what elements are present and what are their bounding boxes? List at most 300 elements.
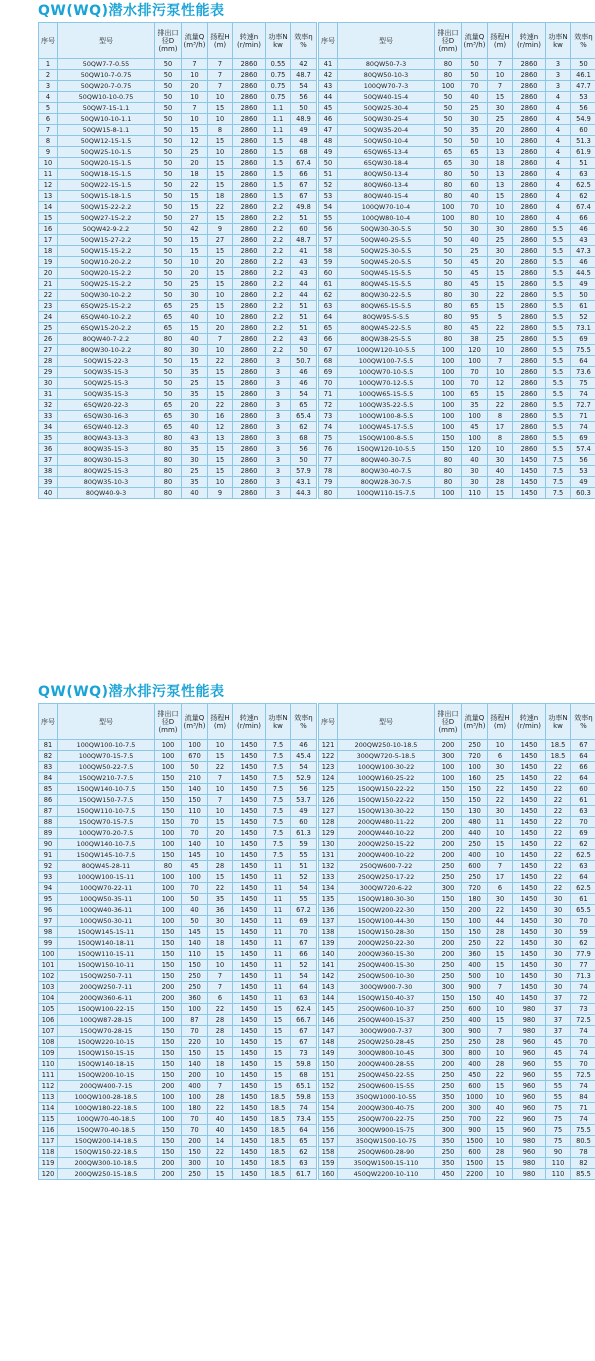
table-cell: 74 — [571, 389, 595, 400]
table-row — [39, 323, 317, 334]
table-cell: 62.5 — [571, 883, 595, 894]
table-cell: 140 — [319, 949, 338, 960]
table-cell: 7.5 — [266, 784, 291, 795]
model-cell: 50QW30-25-4 — [338, 114, 435, 125]
table-cell: 2860 — [233, 378, 266, 389]
table-cell: 35 — [39, 433, 58, 444]
table-cell: 250 — [435, 1037, 462, 1048]
table-cell: 46 — [571, 224, 595, 235]
table-cell: 100 — [462, 916, 488, 927]
table-row — [39, 960, 317, 971]
table-cell: 1450 — [233, 1048, 266, 1059]
table-cell: 140 — [182, 1059, 208, 1070]
table-cell: 61.9 — [571, 147, 595, 158]
table-cell: 142 — [319, 971, 338, 982]
table-cell: 40 — [488, 1103, 513, 1114]
table-cell: 180 — [462, 894, 488, 905]
table-cell: 0.75 — [266, 81, 291, 92]
model-cell: 100QW100-8-5.5 — [338, 411, 435, 422]
table-cell: 25 — [39, 323, 58, 334]
model-cell: 150QW150-22-22 — [338, 795, 435, 806]
table-cell: 22 — [546, 828, 571, 839]
table-cell: 2860 — [233, 466, 266, 477]
table-cell: 100 — [435, 378, 462, 389]
table-cell: 7.5 — [266, 839, 291, 850]
table-cell: 30 — [546, 971, 571, 982]
model-cell: 350QW1000-10-55 — [338, 1092, 435, 1103]
table-cell: 50 — [155, 202, 182, 213]
table-cell: 61 — [571, 894, 595, 905]
table-cell: 45 — [546, 1037, 571, 1048]
table-cell: 5.5 — [546, 235, 571, 246]
table-cell: 22 — [546, 773, 571, 784]
table-cell: 2.2 — [266, 235, 291, 246]
table-cell: 10 — [208, 960, 233, 971]
table-cell: 65 — [291, 400, 317, 411]
table-row — [319, 400, 595, 411]
model-cell: 100QW70-12-5.5 — [338, 378, 435, 389]
table-cell: 53 — [319, 191, 338, 202]
table-cell: 22 — [546, 806, 571, 817]
table-cell: 200 — [182, 1136, 208, 1147]
table-cell: 100 — [182, 740, 208, 751]
table-cell: 150 — [155, 773, 182, 784]
table-cell: 4 — [39, 92, 58, 103]
table-cell: 50 — [462, 59, 488, 70]
table-cell: 150 — [155, 971, 182, 982]
table-cell: 100 — [155, 1092, 182, 1103]
table-cell: 2860 — [513, 301, 546, 312]
table-cell: 2860 — [233, 477, 266, 488]
model-cell: 50QW15-27-2.2 — [58, 235, 155, 246]
table-cell: 1450 — [513, 773, 546, 784]
table-row — [39, 1037, 317, 1048]
table-cell: 15 — [182, 235, 208, 246]
model-cell: 50QW7-15-1.1 — [58, 103, 155, 114]
table-cell: 2860 — [513, 70, 546, 81]
table-cell: 100 — [462, 411, 488, 422]
model-cell: 300QW720-5-18.5 — [338, 751, 435, 762]
table-cell: 15 — [488, 1158, 513, 1169]
table-cell: 65 — [155, 312, 182, 323]
table-cell: 2860 — [513, 356, 546, 367]
column-header: 功率N kw — [266, 23, 291, 59]
table-cell: 1450 — [233, 1059, 266, 1070]
model-cell: 65QW65-13-4 — [338, 147, 435, 158]
table-cell: 1450 — [233, 1169, 266, 1180]
section-1 — [0, 0, 595, 680]
table-cell: 3 — [546, 81, 571, 92]
table-row — [319, 455, 595, 466]
table-row — [319, 960, 595, 971]
table-cell: 200 — [435, 1103, 462, 1114]
model-cell: 100QW50-22-7.5 — [58, 762, 155, 773]
table-cell: 2860 — [233, 433, 266, 444]
table-cell: 2860 — [233, 213, 266, 224]
table-cell: 50 — [462, 169, 488, 180]
table-row — [39, 400, 317, 411]
table-cell: 91 — [39, 850, 58, 861]
table-cell: 15 — [208, 949, 233, 960]
table-cell: 7 — [208, 1081, 233, 1092]
table-cell: 900 — [462, 982, 488, 993]
table-cell: 80 — [462, 213, 488, 224]
model-cell: 100QW65-15-5.5 — [338, 389, 435, 400]
column-header: 排出口径D (mm) — [435, 23, 462, 59]
table-cell: 150 — [155, 927, 182, 938]
table-cell: 150 — [155, 1147, 182, 1158]
table-row — [319, 433, 595, 444]
table-cell: 100 — [435, 345, 462, 356]
model-cell: 65QW25-15-2.2 — [58, 301, 155, 312]
table-cell: 7 — [39, 125, 58, 136]
table-cell: 77.9 — [571, 949, 595, 960]
table-cell: 50 — [435, 268, 462, 279]
table-cell: 80 — [435, 334, 462, 345]
table-cell: 65 — [462, 389, 488, 400]
table-cell: 10 — [208, 1158, 233, 1169]
table-cell: 10 — [488, 971, 513, 982]
table-cell: 15 — [488, 92, 513, 103]
table-cell: 15 — [208, 817, 233, 828]
table-cell: 98 — [39, 927, 58, 938]
table-cell: 2860 — [233, 202, 266, 213]
model-cell: 80QW50-7-3 — [338, 59, 435, 70]
model-cell: 80QW28-30-7.5 — [338, 477, 435, 488]
table-cell: 22 — [488, 1070, 513, 1081]
table-cell: 55 — [546, 1059, 571, 1070]
table-cell: 980 — [513, 1169, 546, 1180]
table-row — [39, 1081, 317, 1092]
table-cell: 73.4 — [291, 1114, 317, 1125]
model-cell: 100QW160-25-22 — [338, 773, 435, 784]
table-cell: 10 — [208, 147, 233, 158]
table-cell: 18.5 — [546, 740, 571, 751]
model-cell: 150QW140-18-11 — [58, 938, 155, 949]
table-cell: 21 — [39, 279, 58, 290]
table-cell: 2.2 — [266, 257, 291, 268]
table-cell: 2860 — [233, 301, 266, 312]
table-row — [39, 916, 317, 927]
table-cell: 6 — [208, 993, 233, 1004]
table-cell: 28 — [39, 356, 58, 367]
table-cell: 7.5 — [266, 751, 291, 762]
table-row — [319, 1125, 595, 1136]
model-cell: 50QW15-8-1.1 — [58, 125, 155, 136]
table-row — [39, 59, 317, 70]
table-row — [39, 993, 317, 1004]
table-cell: 65 — [291, 1136, 317, 1147]
section-2 — [0, 681, 595, 1361]
table-cell: 47.3 — [571, 246, 595, 257]
table-cell: 151 — [319, 1070, 338, 1081]
table-cell: 600 — [462, 861, 488, 872]
table-cell: 2.2 — [266, 202, 291, 213]
table-cell: 153 — [319, 1092, 338, 1103]
model-cell: 100QW70-15-7.5 — [58, 751, 155, 762]
table-cell: 15 — [182, 356, 208, 367]
table-cell: 1450 — [513, 894, 546, 905]
table-cell: 44 — [291, 290, 317, 301]
table-cell: 150 — [155, 1026, 182, 1037]
table-row — [319, 927, 595, 938]
model-cell: 150QW100-44-30 — [338, 916, 435, 927]
table-cell: 250 — [462, 1037, 488, 1048]
table-cell: 7 — [182, 59, 208, 70]
table-cell: 1 — [39, 59, 58, 70]
table-cell: 15 — [208, 158, 233, 169]
table-cell: 134 — [319, 883, 338, 894]
model-cell: 50QW27-15-2.2 — [58, 213, 155, 224]
table-cell: 65 — [435, 147, 462, 158]
table-row — [319, 169, 595, 180]
column-header: 序号 — [319, 23, 338, 59]
table-cell: 300 — [435, 982, 462, 993]
table-cell: 2860 — [233, 345, 266, 356]
table-cell: 138 — [319, 927, 338, 938]
model-cell: 100QW70-10-5.5 — [338, 367, 435, 378]
table-cell: 100 — [155, 894, 182, 905]
table-cell: 48.9 — [291, 114, 317, 125]
table-cell: 43.1 — [291, 477, 317, 488]
model-cell: 50QW10-10-0.75 — [58, 92, 155, 103]
table-cell: 50 — [435, 103, 462, 114]
table-row — [39, 356, 317, 367]
table-row — [319, 1070, 595, 1081]
table-row — [39, 938, 317, 949]
model-cell: 250QW450-22-55 — [338, 1070, 435, 1081]
table-cell: 15 — [182, 191, 208, 202]
table-cell: 22 — [546, 817, 571, 828]
table-cell: 7.5 — [266, 762, 291, 773]
model-cell: 50QW20-15-1.5 — [58, 158, 155, 169]
table-cell: 15 — [488, 279, 513, 290]
table-cell: 11 — [266, 872, 291, 883]
table-row — [39, 169, 317, 180]
model-cell: 250QW400-15-30 — [338, 960, 435, 971]
table-cell: 107 — [39, 1026, 58, 1037]
table-cell: 154 — [319, 1103, 338, 1114]
table-cell: 10 — [488, 136, 513, 147]
model-cell: 80QW60-13-4 — [338, 180, 435, 191]
table-cell: 10 — [182, 70, 208, 81]
model-cell: 80QW35-10-3 — [58, 477, 155, 488]
table-cell: 4 — [546, 213, 571, 224]
model-cell: 80QW30-15-3 — [58, 455, 155, 466]
table-cell: 80 — [435, 455, 462, 466]
table-cell: 1450 — [233, 1158, 266, 1169]
table-cell: 720 — [462, 751, 488, 762]
table-cell: 18.5 — [266, 1136, 291, 1147]
table-row — [39, 367, 317, 378]
table-cell: 980 — [513, 1004, 546, 1015]
table-cell: 250 — [462, 740, 488, 751]
table-cell: 74 — [571, 422, 595, 433]
table-cell: 25 — [462, 103, 488, 114]
table-cell: 40 — [462, 191, 488, 202]
model-cell: 50QW12-15-1.5 — [58, 136, 155, 147]
table-cell: 67 — [571, 740, 595, 751]
table-cell: 1450 — [233, 784, 266, 795]
column-header: 效率η % — [571, 23, 595, 59]
table-cell: 100 — [155, 839, 182, 850]
table-cell: 15 — [266, 1026, 291, 1037]
table-cell: 78 — [571, 1147, 595, 1158]
table-cell: 250 — [435, 872, 462, 883]
table-cell: 100 — [155, 872, 182, 883]
table-cell: 67 — [319, 345, 338, 356]
table-row — [319, 92, 595, 103]
table-cell: 1450 — [233, 806, 266, 817]
table-cell: 300 — [435, 1048, 462, 1059]
table-cell: 2860 — [233, 389, 266, 400]
table-cell: 56 — [291, 92, 317, 103]
model-cell: 150QW150-40-37 — [338, 993, 435, 1004]
table-cell: 31 — [39, 389, 58, 400]
table-cell: 350 — [435, 1092, 462, 1103]
table-cell: 18 — [208, 1059, 233, 1070]
table-cell: 30 — [546, 916, 571, 927]
table-cell: 250 — [182, 982, 208, 993]
table-cell: 10 — [488, 202, 513, 213]
table-cell: 78 — [319, 466, 338, 477]
table-cell: 22 — [39, 290, 58, 301]
table-cell: 2860 — [233, 125, 266, 136]
table-cell: 20 — [488, 257, 513, 268]
table-cell: 65 — [155, 301, 182, 312]
table-cell: 450 — [462, 1070, 488, 1081]
table-row — [39, 411, 317, 422]
table-cell: 22 — [546, 883, 571, 894]
table-cell: 113 — [39, 1092, 58, 1103]
table-cell: 69 — [571, 334, 595, 345]
table-cell: 28 — [488, 1037, 513, 1048]
table-row — [319, 883, 595, 894]
table-cell: 150 — [435, 433, 462, 444]
table-cell: 44 — [291, 279, 317, 290]
table-cell: 74 — [571, 1114, 595, 1125]
table-cell: 10 — [208, 740, 233, 751]
table-row — [319, 378, 595, 389]
table-row — [319, 839, 595, 850]
table-cell: 63 — [571, 169, 595, 180]
model-cell: 300QW900-15-75 — [338, 1125, 435, 1136]
table-cell: 36 — [208, 905, 233, 916]
table-cell: 5.5 — [546, 389, 571, 400]
table-cell: 64 — [571, 872, 595, 883]
table-cell: 15 — [488, 960, 513, 971]
table-cell: 110 — [39, 1059, 58, 1070]
model-cell: 150QW145-10-7.5 — [58, 850, 155, 861]
table-row — [319, 971, 595, 982]
table-cell: 65 — [155, 422, 182, 433]
table-cell: 10 — [208, 1070, 233, 1081]
table-cell: 900 — [462, 1125, 488, 1136]
table-cell: 250 — [435, 1114, 462, 1125]
table-cell: 2860 — [513, 158, 546, 169]
table-cell: 2.2 — [266, 323, 291, 334]
table-cell: 7.5 — [266, 806, 291, 817]
table-cell: 56 — [571, 103, 595, 114]
table-cell: 28 — [208, 1092, 233, 1103]
table-cell: 100 — [39, 949, 58, 960]
table-header-row — [39, 704, 317, 740]
table-cell: 15 — [266, 1015, 291, 1026]
table-cell: 73 — [291, 1048, 317, 1059]
table-cell: 75.5 — [571, 1125, 595, 1136]
table-cell: 15 — [488, 488, 513, 499]
table-cell: 2860 — [513, 59, 546, 70]
table-cell: 117 — [39, 1136, 58, 1147]
table-cell: 7 — [488, 59, 513, 70]
table-cell: 7 — [488, 982, 513, 993]
table-cell: 55 — [291, 894, 317, 905]
model-cell: 150QW70-28-15 — [58, 1026, 155, 1037]
table-cell: 15 — [266, 1070, 291, 1081]
table-cell: 43 — [291, 268, 317, 279]
table-cell: 2.2 — [266, 224, 291, 235]
table-cell: 2860 — [513, 279, 546, 290]
table-cell: 2860 — [233, 136, 266, 147]
table-row — [39, 905, 317, 916]
table-cell: 50 — [571, 59, 595, 70]
model-cell: 450QW2200-10-110 — [338, 1169, 435, 1180]
table-cell: 22 — [208, 400, 233, 411]
column-header: 扬程H (m) — [208, 23, 233, 59]
table-cell: 49 — [571, 477, 595, 488]
table-cell: 75 — [546, 1103, 571, 1114]
table-cell: 11 — [266, 949, 291, 960]
table-row — [319, 993, 595, 1004]
table-cell: 104 — [39, 993, 58, 1004]
table-cell: 30 — [39, 378, 58, 389]
table-cell: 15 — [208, 444, 233, 455]
table-cell: 67 — [291, 180, 317, 191]
model-cell: 100QW80-10-4 — [338, 213, 435, 224]
table-cell: 2860 — [233, 158, 266, 169]
table-cell: 200 — [435, 938, 462, 949]
table-cell: 80 — [435, 279, 462, 290]
table-cell: 2860 — [513, 136, 546, 147]
model-cell: 50QW18-15-1.5 — [58, 169, 155, 180]
table-cell: 88 — [39, 817, 58, 828]
table-cell: 50 — [155, 279, 182, 290]
table-cell: 150 — [435, 916, 462, 927]
model-cell: 250QW600-10-37 — [338, 1004, 435, 1015]
table-cell: 70 — [182, 883, 208, 894]
table-cell: 80 — [435, 180, 462, 191]
table-cell: 250 — [435, 1070, 462, 1081]
table-cell: 480 — [462, 817, 488, 828]
table-cell: 5.5 — [546, 356, 571, 367]
table-cell: 70 — [571, 817, 595, 828]
table-row — [319, 301, 595, 312]
table-cell: 10 — [488, 850, 513, 861]
table-cell: 80 — [435, 59, 462, 70]
table-cell: 61 — [571, 301, 595, 312]
table-cell: 159 — [319, 1158, 338, 1169]
table-cell: 11 — [266, 927, 291, 938]
model-cell: 50QW45-20-5.5 — [338, 257, 435, 268]
table-cell: 2860 — [513, 400, 546, 411]
table-cell: 63 — [571, 861, 595, 872]
table-cell: 80 — [435, 191, 462, 202]
table-cell: 4 — [546, 125, 571, 136]
table-row — [39, 949, 317, 960]
table-cell: 20 — [182, 268, 208, 279]
table-cell: 1500 — [462, 1136, 488, 1147]
table-cell: 86 — [39, 795, 58, 806]
